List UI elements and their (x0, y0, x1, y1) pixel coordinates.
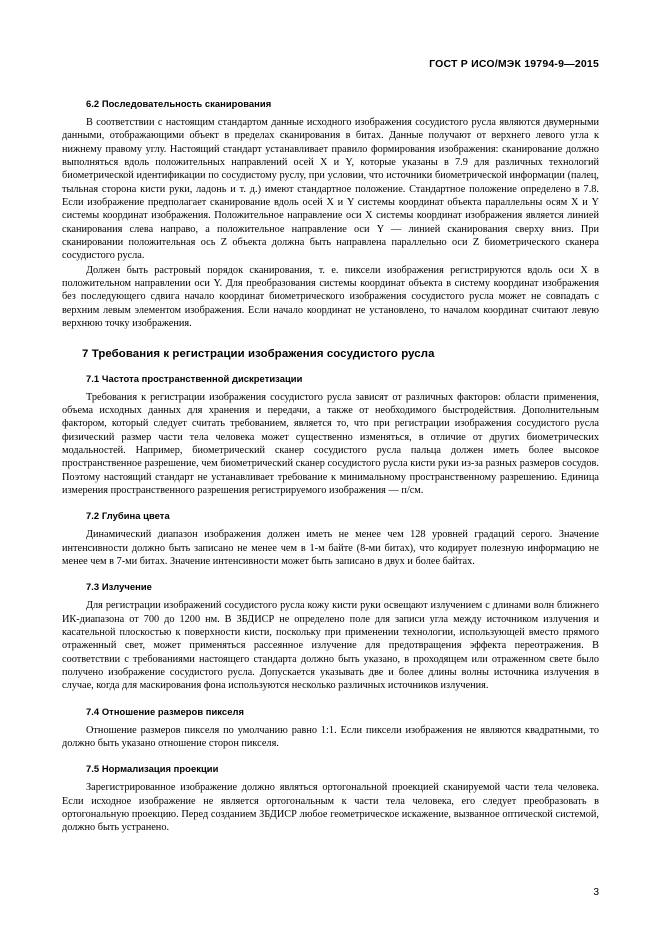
paragraph: Динамический диапазон изображения должен иметь не менее чем 128 уровней градаций серого. Значение интенсивности должно быть записано не менее чем в 1-м байте (8-ми битах), что кодирует полезную информацию не менее чем в 7-ми битах. Значение интенсивности может быть записано в двух и более байтах. (62, 529, 599, 567)
section-heading-7-5: 7.5 Нормализация проекции (86, 763, 219, 775)
paragraph: Должен быть растровый порядок сканирования, т. е. пиксели изображения регистрируются вдоль оси X в положительном направлении оси Y. Для преобразования системы координат объекта в систему координат изображения без последующего сдвига начало координат биометрического изображения сосудистого русла может не совпадать с верхним левым элементом изображения. Если начало координат не установлено, то началом координат считают левую верхнюю точку изображения. (62, 264, 599, 330)
section-7-3 (62, 581, 599, 692)
section-heading-6-2: 6.2 Последовательность сканирования (86, 98, 272, 109)
section-7-1 (62, 373, 599, 498)
section-heading-7-2: 7.2 Глубина цвета (86, 510, 170, 522)
paragraph: В соответствии с настоящим стандартом данные исходного изображения сосудистого русла являются двумерными данными, отображающими объект в пределах сканирования в битах. Данные получают от верхнего левого угла к нижнему правому углу. Настоящий стандарт устанавливает правило формирования изображения: сканирование должно выполняться вдоль положительных направлений осей X и Y, которые указаны в 7.9 для различных технологий биометрической идентификации по сосудистому руслу, при условии, что источники биометрической информации (палец, тыльная сторона кисти руки, ладонь и т. д.) имеют стандартное положение. Стандартное положение определено в 7.8. Если изображение предполагает сканирование вдоль осей X и Y системы координат объекта параллельны осям X и Y системы координат изображения. Положительное направление оси X системы координат изображения является линией сканирования слева направо, а положительное направление оси Y — линией сканирования сверху вниз. При сканировании положительная ось Z объекта должна быть направлена параллельно оси Z биометрического сканера сосудистого русла. (62, 117, 599, 262)
section-7-2 (62, 510, 599, 568)
paragraph: Требования к регистрации изображения сосудистого русла зависят от различных факторов: области применения, объема исходных данных для хранения и передачи, а также от необходимого быстродействия. Дополнительным фактором, который следует считать требованием, является то, что при регистрации изображения сосудистого русла физический размер части тела человека может существенно изменяться, в отличие от других биометрических модальностей. Например, биометрический сканер сосудистого русла пальца должен иметь более высокое пространственное разрешение, чем биометрический сканер сосудистого русла кисти руки из-за разных размеров сосудов. Поэтому настоящий стандарт не устанавливает требование к минимальному пространственному разрешению. Единица измерения пространственного разрешения регистрируемого изображения — п/см. (62, 391, 599, 496)
section-6-2 (62, 98, 599, 331)
section-7-5 (62, 763, 599, 834)
page-number: 3 (593, 887, 599, 898)
section-heading-7-3: 7.3 Излучение (86, 581, 152, 593)
section-heading-7-1: 7.1 Частота пространственной дискретизации (86, 372, 303, 384)
section-7-4 (62, 706, 599, 751)
section-heading-7-4: 7.4 Отношение размеров пикселя (86, 705, 244, 717)
section-heading-7: 7 Требования к регистрации изображения сосудистого русла (82, 347, 435, 360)
paragraph: Отношение размеров пикселя по умолчанию равно 1:1. Если пиксели изображения не являются квадратными, то должно быть указано отношение сторон пикселя. (62, 724, 599, 750)
paragraph: Для регистрации изображений сосудистого русла кожу кисти руки освещают излучением с длинами волн ближнего ИК-диапазона от 700 до 1200 нм. В ЗБДИСР не определено поле для записи угла между источником излучения и касательной плоскостью к поверхности кисти, поскольку при применении технологии, использующей вместо прямого отраженный свет, может применяться рассеянное излучение для предотвращения эффекта переотражения. В соответствии с требованиями настоящего стандарта должно быть указано, в проходящем или отраженном свете было получено изображение сосудистого русла. Допускается указывать две и более длины волны источника излучения в случае, когда для маскирования фона используются несколько различных источников излучения. (62, 600, 599, 692)
section-7 (62, 348, 599, 360)
paragraph: Зарегистрированное изображение должно являться ортогональной проекцией сканируемой части тела человека. Если исходное изображение не является ортогональным к части тела человека, его следует преобразовать в ортогональную проекцию. Перед созданием ЗБДИСР любое геометрическое искажение, вызванное оптической системой, должно быть устранено. (62, 782, 599, 834)
document-header: ГОСТ Р ИСО/МЭК 19794-9—2015 (429, 58, 599, 70)
